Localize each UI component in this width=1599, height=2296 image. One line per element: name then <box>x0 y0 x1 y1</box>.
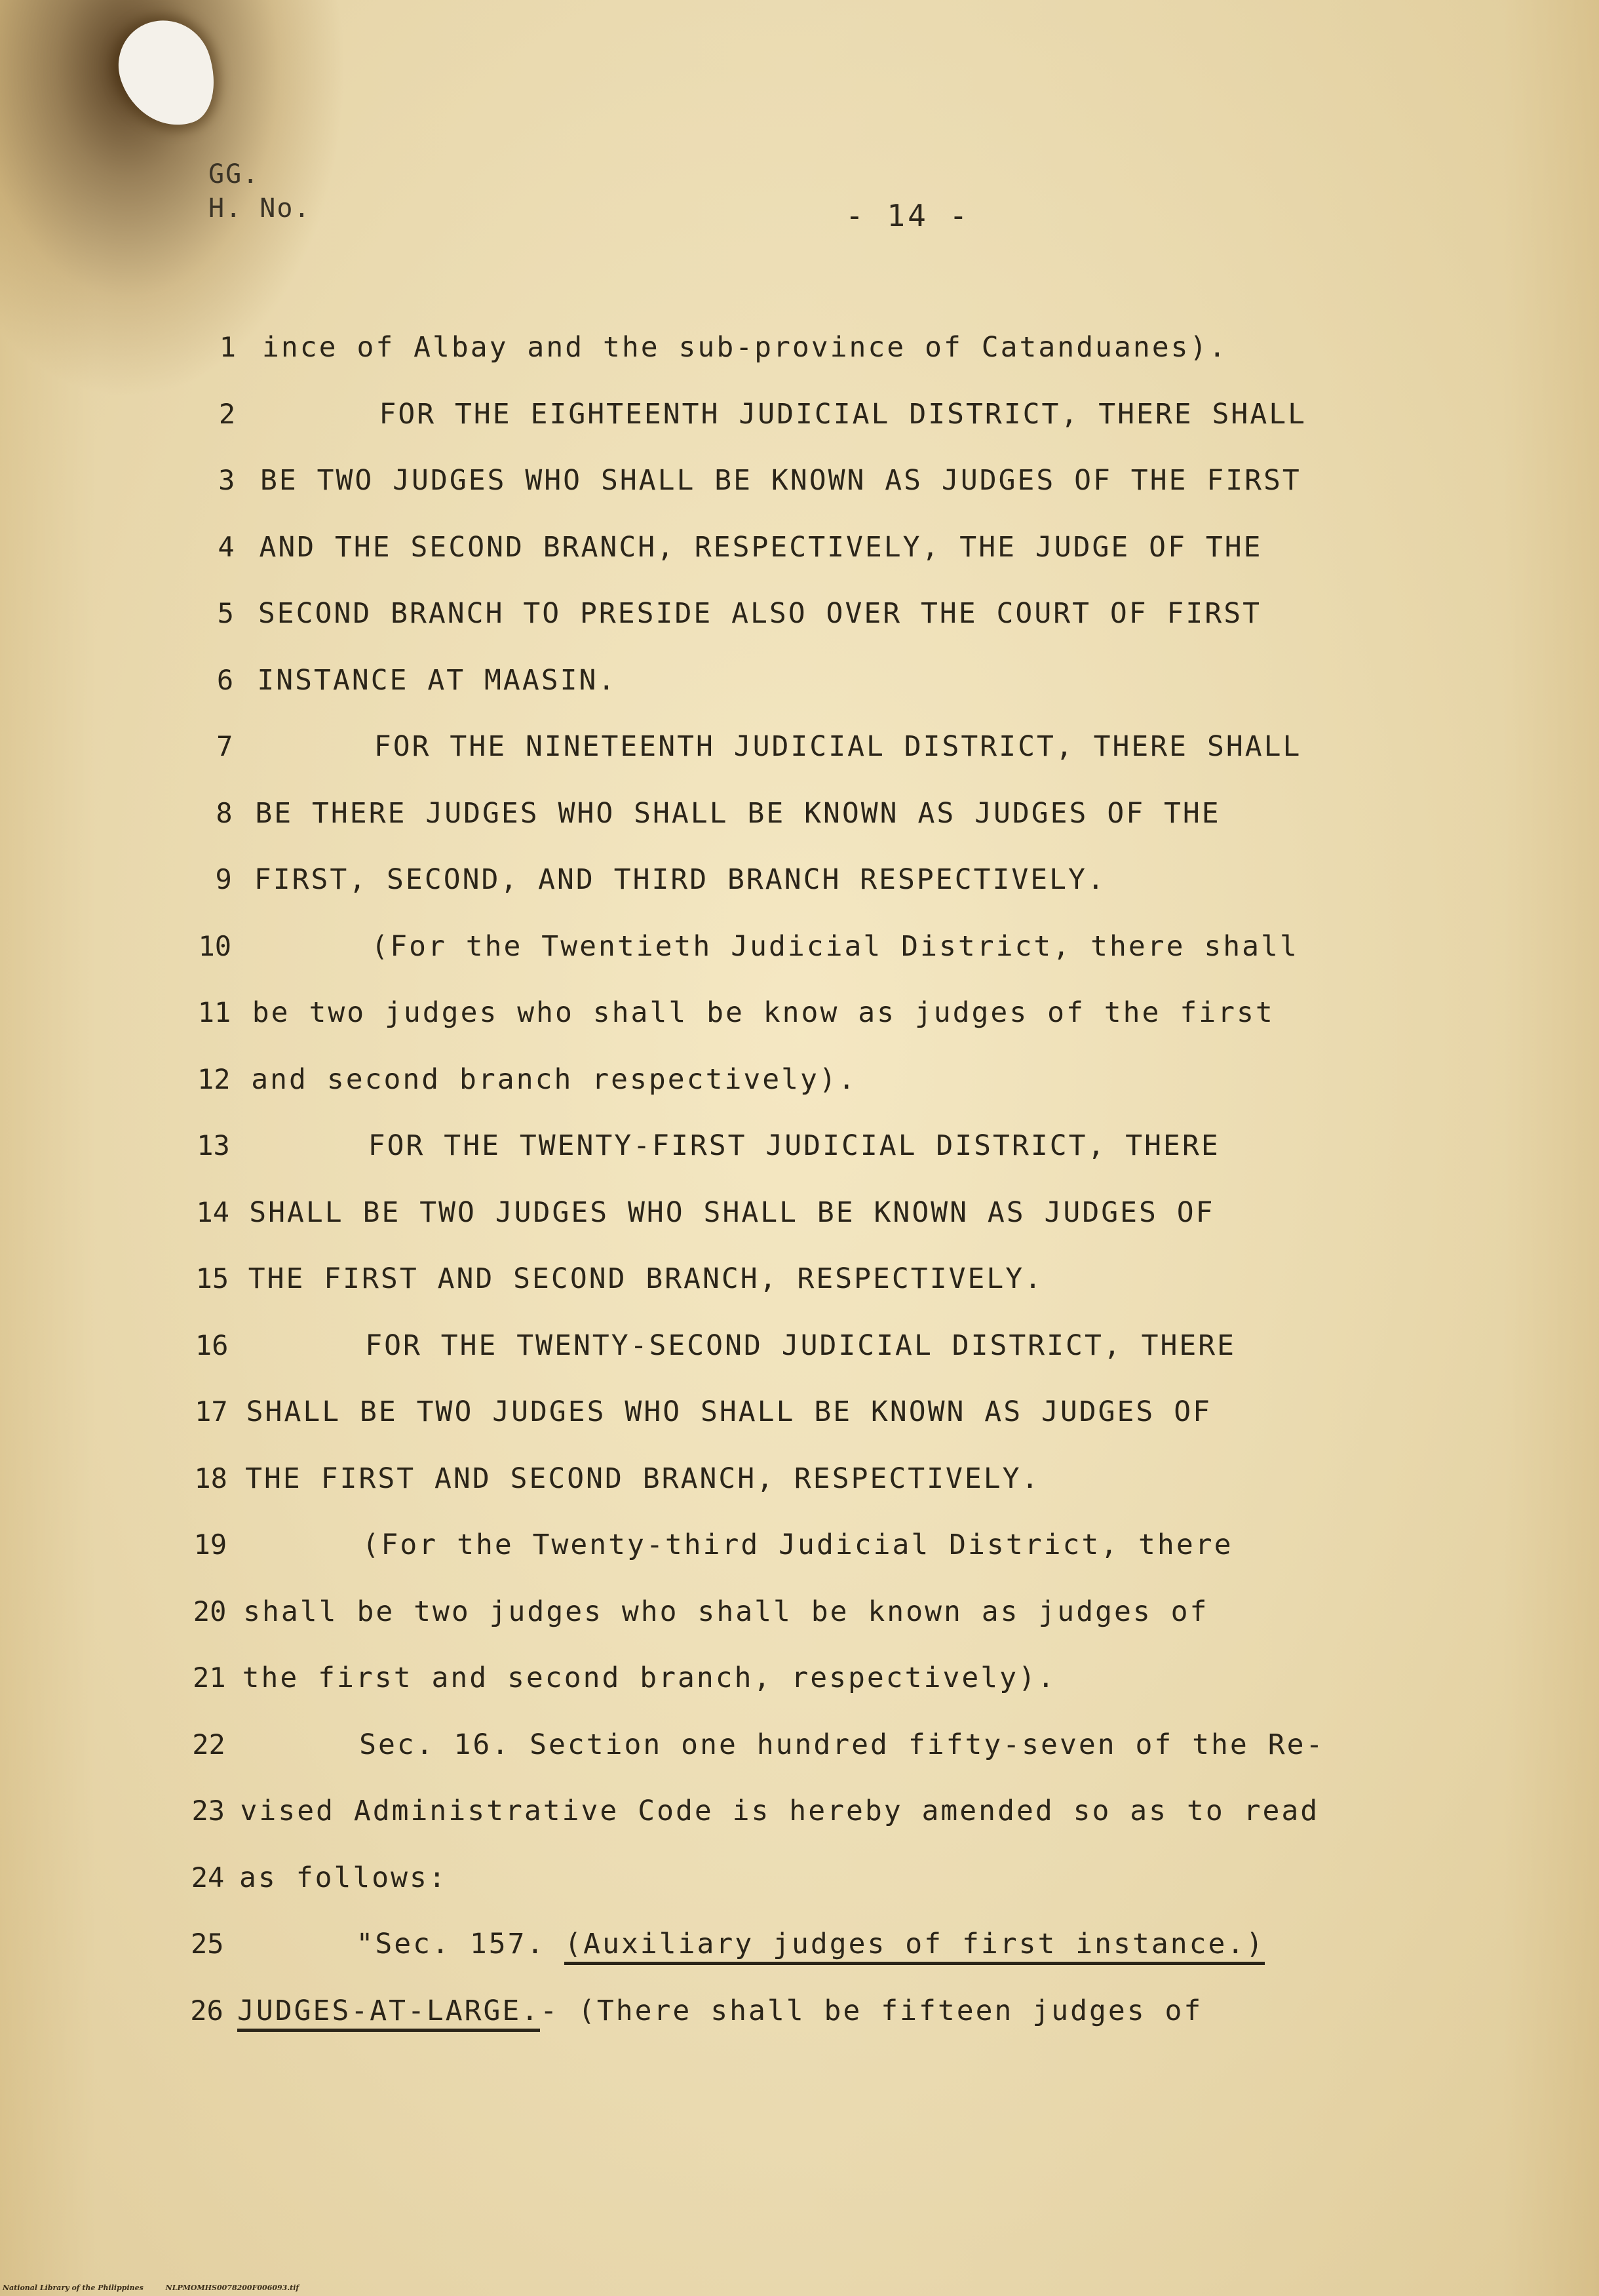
line-number: 12 <box>197 1062 231 1095</box>
line-number: 18 <box>194 1462 227 1494</box>
line-text: SHALL BE TWO JUDGES WHO SHALL BE KNOWN AS JUDGES OF <box>246 1395 1212 1428</box>
document-line <box>0 324 1599 370</box>
document-line <box>0 1589 1599 1635</box>
line-number: 22 <box>192 1728 225 1761</box>
line-text: FOR THE TWENTY-FIRST JUDICIAL DISTRICT, THERE <box>368 1129 1220 1162</box>
line-text: FOR THE TWENTY-SECOND JUDICIAL DISTRICT, THERE <box>365 1329 1237 1362</box>
scan-footer <box>3 2284 318 2292</box>
footer-file-id: NLPMOMHS0078200F006093.tif <box>165 2284 299 2292</box>
document-line <box>0 591 1599 636</box>
line-number: 25 <box>190 1928 224 1960</box>
document-line <box>0 1921 1599 1967</box>
line-number: 14 <box>196 1196 229 1228</box>
line-number: 3 <box>218 464 235 496</box>
line-number: 9 <box>215 863 232 895</box>
line-text-continuation: - (There shall be fifteen judges of <box>540 1994 1203 2027</box>
line-text: FIRST, SECOND, AND THIRD BRANCH RESPECTIVELY. <box>254 863 1106 896</box>
document-line <box>0 1389 1599 1435</box>
line-text: (For the Twentieth Judicial District, there shall <box>371 929 1299 963</box>
line-text: (For the Twenty-third Judicial District, there <box>362 1528 1233 1561</box>
document-line <box>0 1855 1599 1901</box>
line-number: 6 <box>216 663 234 696</box>
line-text: FOR THE EIGHTEENTH JUDICIAL DISTRICT, THERE SHALL <box>379 397 1307 431</box>
line-number: 21 <box>193 1662 226 1694</box>
document-line <box>0 1788 1599 1834</box>
line-number: 23 <box>191 1795 225 1827</box>
document-line <box>0 1988 1599 2034</box>
document-line <box>0 1722 1599 1768</box>
line-text: ince of Albay and the sub-province of Catanduanes). <box>262 331 1228 364</box>
line-text: FOR THE NINETEENTH JUDICIAL DISTRICT, THERE SHALL <box>374 730 1302 763</box>
footer-library-name: National Library of the Philippines <box>3 2284 144 2292</box>
line-text <box>237 1988 1203 2034</box>
house-bill-number-label: H. No. <box>208 193 311 224</box>
document-line <box>0 857 1599 903</box>
line-text: THE FIRST AND SECOND BRANCH, RESPECTIVELY. <box>245 1462 1041 1495</box>
line-text: the first and second branch, respectively). <box>242 1662 1056 1694</box>
line-number: 19 <box>193 1528 227 1561</box>
line-number: 11 <box>197 996 231 1028</box>
document-line <box>0 457 1599 503</box>
line-number: 8 <box>216 796 233 829</box>
line-text: be two judges who shall be know as judges of the first <box>252 996 1275 1029</box>
document-line <box>0 524 1599 570</box>
line-number: 5 <box>217 597 234 629</box>
line-number: 20 <box>193 1595 227 1627</box>
line-number: 4 <box>218 530 235 563</box>
line-text: as follows: <box>239 1861 448 1894</box>
document-line <box>0 1323 1599 1369</box>
line-text: AND THE SECOND BRANCH, RESPECTIVELY, THE JUDGE OF THE <box>259 530 1263 564</box>
line-text: SHALL BE TWO JUDGES WHO SHALL BE KNOWN AS JUDGES OF <box>249 1196 1215 1229</box>
section-number-text: "Sec. 157. <box>356 1928 565 1960</box>
line-text: Sec. 16. Section one hundred fifty-seven of the Re- <box>359 1728 1325 1761</box>
line-text: SECOND BRANCH TO PRESIDE ALSO OVER THE COURT OF FIRST <box>258 597 1262 630</box>
line-number: 7 <box>216 730 233 762</box>
document-line <box>0 391 1599 437</box>
line-text: BE THERE JUDGES WHO SHALL BE KNOWN AS JUDGES OF THE <box>255 796 1221 830</box>
line-text: and second branch respectively). <box>251 1062 857 1096</box>
line-text: vised Administrative Code is hereby amended so as to read <box>240 1795 1320 1827</box>
document-line <box>0 1522 1599 1568</box>
page-number: - 14 - <box>845 198 971 233</box>
line-number: 15 <box>195 1262 229 1294</box>
line-number: 10 <box>198 929 232 962</box>
document-line <box>0 1655 1599 1701</box>
document-line <box>0 1190 1599 1236</box>
line-number: 24 <box>191 1861 225 1894</box>
document-line <box>0 1057 1599 1102</box>
line-number: 26 <box>190 1994 223 2027</box>
line-number: 13 <box>197 1129 230 1161</box>
line-number: 17 <box>195 1395 228 1428</box>
underlined-new-heading: JUDGES-AT-LARGE. <box>237 1994 540 2032</box>
line-text: shall be two judges who shall be known as judges of <box>243 1595 1209 1628</box>
line-text <box>356 1921 1265 1967</box>
underlined-deleted-heading: (Auxiliary judges of first instance.) <box>564 1928 1265 1965</box>
line-number: 1 <box>219 331 236 363</box>
document-line <box>0 924 1599 969</box>
line-number: 16 <box>195 1329 229 1361</box>
document-line <box>0 1456 1599 1502</box>
document-line <box>0 724 1599 769</box>
document-line <box>0 1123 1599 1169</box>
document-line <box>0 990 1599 1036</box>
line-text: THE FIRST AND SECOND BRANCH, RESPECTIVELY. <box>248 1262 1044 1295</box>
document-line <box>0 1256 1599 1302</box>
document-line <box>0 657 1599 703</box>
line-text: INSTANCE AT MAASIN. <box>257 663 617 697</box>
header-code: GG. <box>208 159 260 189</box>
line-text: BE TWO JUDGES WHO SHALL BE KNOWN AS JUDGES OF THE FIRST <box>260 464 1301 497</box>
document-line <box>0 790 1599 836</box>
line-number: 2 <box>218 397 236 430</box>
